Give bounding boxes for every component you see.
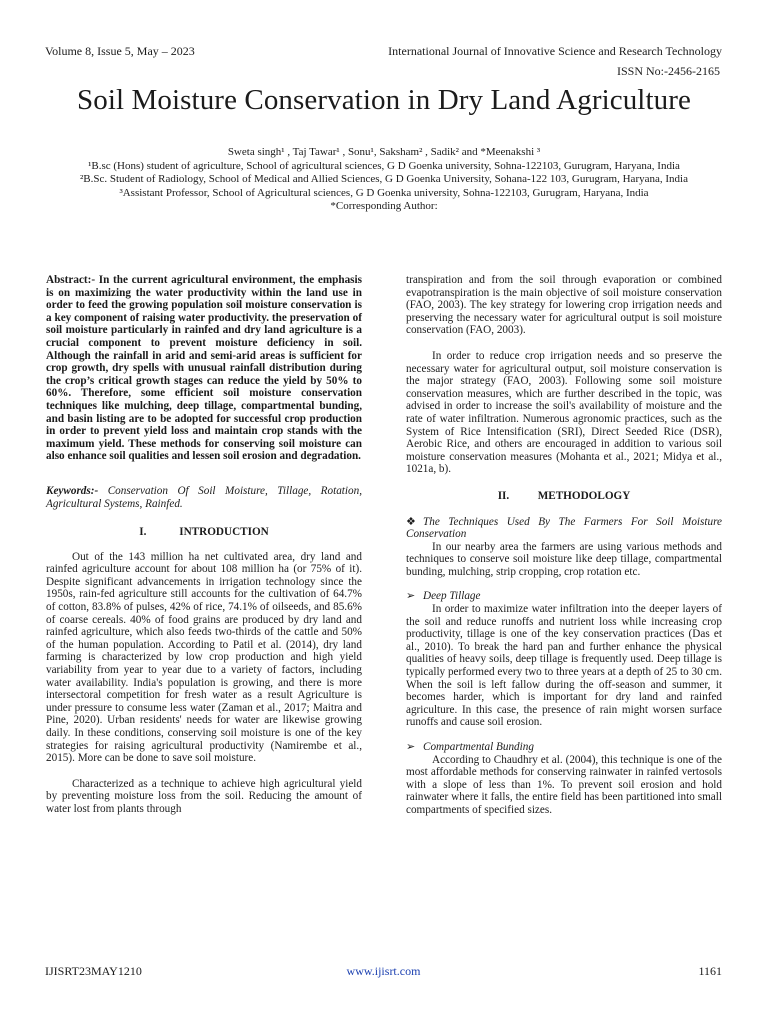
corresponding-author: *Corresponding Author:	[330, 200, 438, 212]
right-column	[406, 274, 722, 817]
subheading-text: The Techniques Used By The Farmers For Soil Moisture Conservation	[406, 515, 722, 541]
volume-issue: Volume 8, Issue 5, May – 2023	[45, 44, 195, 58]
section-heading-methodology	[406, 490, 722, 503]
arrow-bullet-icon: ➢	[406, 741, 416, 753]
section-number: II.	[497, 489, 510, 502]
paragraph-continued: transpiration and from the soil through evaporation or combined evapotranspiration is the main objective of soil moisture conservation (FAO, 2003). The key strategy for lowering crop irrigation needs and preserving the necessary water for agricultural output is soil moisture conservation (FAO, 2003).	[406, 274, 722, 337]
left-column	[46, 274, 362, 816]
section-title: METHODOLOGY	[537, 489, 631, 502]
subheading-text: Deep Tillage	[423, 590, 481, 603]
paper-title: Soil Moisture Conservation in Dry Land Agriculture	[77, 84, 691, 116]
running-header	[45, 44, 722, 60]
author-list: Sweta singh¹ , Taj Tawar¹ , Sonu¹, Saksham² , Sadik² and *Meenakshi ³	[227, 146, 541, 158]
keywords-text: Conservation Of Soil Moisture, Tillage, Rotation, Agricultural Systems, Rainfed.	[46, 484, 362, 510]
author-block	[40, 146, 728, 214]
compartmental-bunding-paragraph: According to Chaudhry et al. (2004), this technique is one of the most affordable methods for conserving rainwater in rainfed vertosols with a slope of less than 1%. To prevent soil erosion and hold rainwater where it falls, the entire field has been partitioned into small compartments of specified sizes.	[406, 753, 722, 816]
affiliation-3: ³Assistant Professor, School of Agricultural sciences, G D Goenka university, Sohna-122103, Gurugram, Haryana, India	[119, 186, 649, 199]
subheading-text: Compartmental Bunding	[423, 741, 534, 753]
keywords-label: Keywords:-	[46, 484, 99, 497]
section-heading-introduction	[46, 526, 362, 539]
affiliation-1: ¹B.sc (Hons) student of agriculture, School of agricultural sciences, G D Goenka university, Sohna-122103, Gurugram, Haryana, India	[88, 159, 680, 172]
abstract: Abstract:- In the current agricultural environment, the emphasis is on maximizing the water productivity within the land use in order to feed the growing population soil moisture conservation is a key component of raising water productivity. the preservation of soil moisture particularly in rainfed and dry land agriculture is a crucial component to prevent moisture deficiency in soil. Although the rainfall in arid and semi-arid areas is sufficient for crop growth, dry spells with unusual rainfall distribution during the crop’s critical growth stages can reduce the yield by 50% to 60%. Therefore, some efficient soil moisture conservation techniques like mulching, deep tillage, compartmental bunding, and basin listing are to be adopted for successful crop production in order to prevent yield loss and maintain crop stands with the maximum yield. These methods for conserving soil moisture can also enhance soil qualities and lessen soil erosion and degradation.	[46, 274, 362, 463]
subheading-deep-tillage	[406, 590, 722, 603]
diamond-bullet-icon: ❖	[406, 515, 417, 528]
subheading-compartmental-bunding	[406, 741, 722, 754]
paragraph-strategy: In order to reduce crop irrigation needs and so preserve the necessary water for agricultural output, soil moisture conservation is the major strategy (FAO, 2003). Following some soil moisture conservation measures, which are further described in the topic, was advised in order to increase the soil's availability of moisture and the rate of water infiltration. Numerous agronomic practices, such as the System of Rice Intensification (SRI), Direct Seeded Rice (DSR), Aerobic Rice, and others are encouraged in addition to various soil moisture conservation measures (Mohanta et al., 2021; Midya et al., 1021a, b).	[406, 349, 722, 476]
deep-tillage-paragraph: In order to maximize water infiltration into the deeper layers of the soil and reduce runoffs and nutrient loss while increasing crop productivity, tillage is one of the key conservation practices (Das et al., 2010). To break the hard pan and further enhance the physical qualities of heavy soils, deep tillage is frequently used. Deep tillage is typically performed every two to three years at a depth of 25 to 30 cm. When the soil is left fallow during the off-season and summer, it becomes harder, which is important for dry land and rainfed agriculture. In this case, the presence of rain might worsen surface runoffs and cause soil erosion.	[406, 603, 722, 729]
page-number: 1161	[698, 964, 722, 978]
arrow-bullet-icon: ➢	[406, 590, 416, 603]
paper-id: IJISRT23MAY1210	[45, 964, 142, 978]
section-title: INTRODUCTION	[179, 526, 269, 539]
techniques-paragraph: In our nearby area the farmers are using various methods and techniques to conserve soil moisture like deep tillage, compartmental bunding, mulching, strip cropping, crop rotation etc.	[406, 540, 722, 578]
affiliation-2: ²B.Sc. Student of Radiology, School of Medical and Allied Sciences, G D Goenka University, Sohana-122 103, Gurugram, Haryana, India	[80, 173, 688, 185]
section-number: I.	[139, 526, 147, 539]
issn: ISSN No:-2456-2165	[616, 64, 720, 78]
intro-paragraph-2: Characterized as a technique to achieve high agricultural yield by preventing moisture loss from the soil. Reducing the amount of water lost from plants through	[46, 777, 362, 815]
keywords	[46, 485, 362, 510]
journal-name: International Journal of Innovative Science and Research Technology	[388, 44, 722, 58]
page-footer	[45, 964, 722, 980]
intro-paragraph-1: Out of the 143 million ha net cultivated area, dry land and rainfed agriculture account for about 108 million ha (or 75% of it). Despite significant advancements in irrigation technology since the 1950s, rain-fed agriculture still accounts for the cultivation of 64.7% of cotton, 83.8% of pulses, 42% of rice, 74.1% of oilseeds, and 85.6% of coarse cereals. 40% of food grains are produced by dry land and rainfed agriculture, which also feeds two-thirds of the cattle and 50% of the human population. According to Patil et al. (2014), dry land farming is characterized by low crop production and high yield variability from year to year due to a variety of factors, including water availability. India's population is growing, and there is more intersectoral competition for fresh water as a result Agriculture is under pressure to consume less water (Zaman et al., 2017; Maitra and Pine, 2020). Urban residents' needs for water are likewise growing daily. In these conditions, conserving soil moisture is one of the key strategies for raising agricultural productivity (Namirembe et al., 2015). More can be done to save soil moisture.	[46, 550, 362, 765]
journal-url-link[interactable]: www.ijisrt.com	[346, 964, 421, 978]
subheading-techniques	[406, 516, 722, 541]
